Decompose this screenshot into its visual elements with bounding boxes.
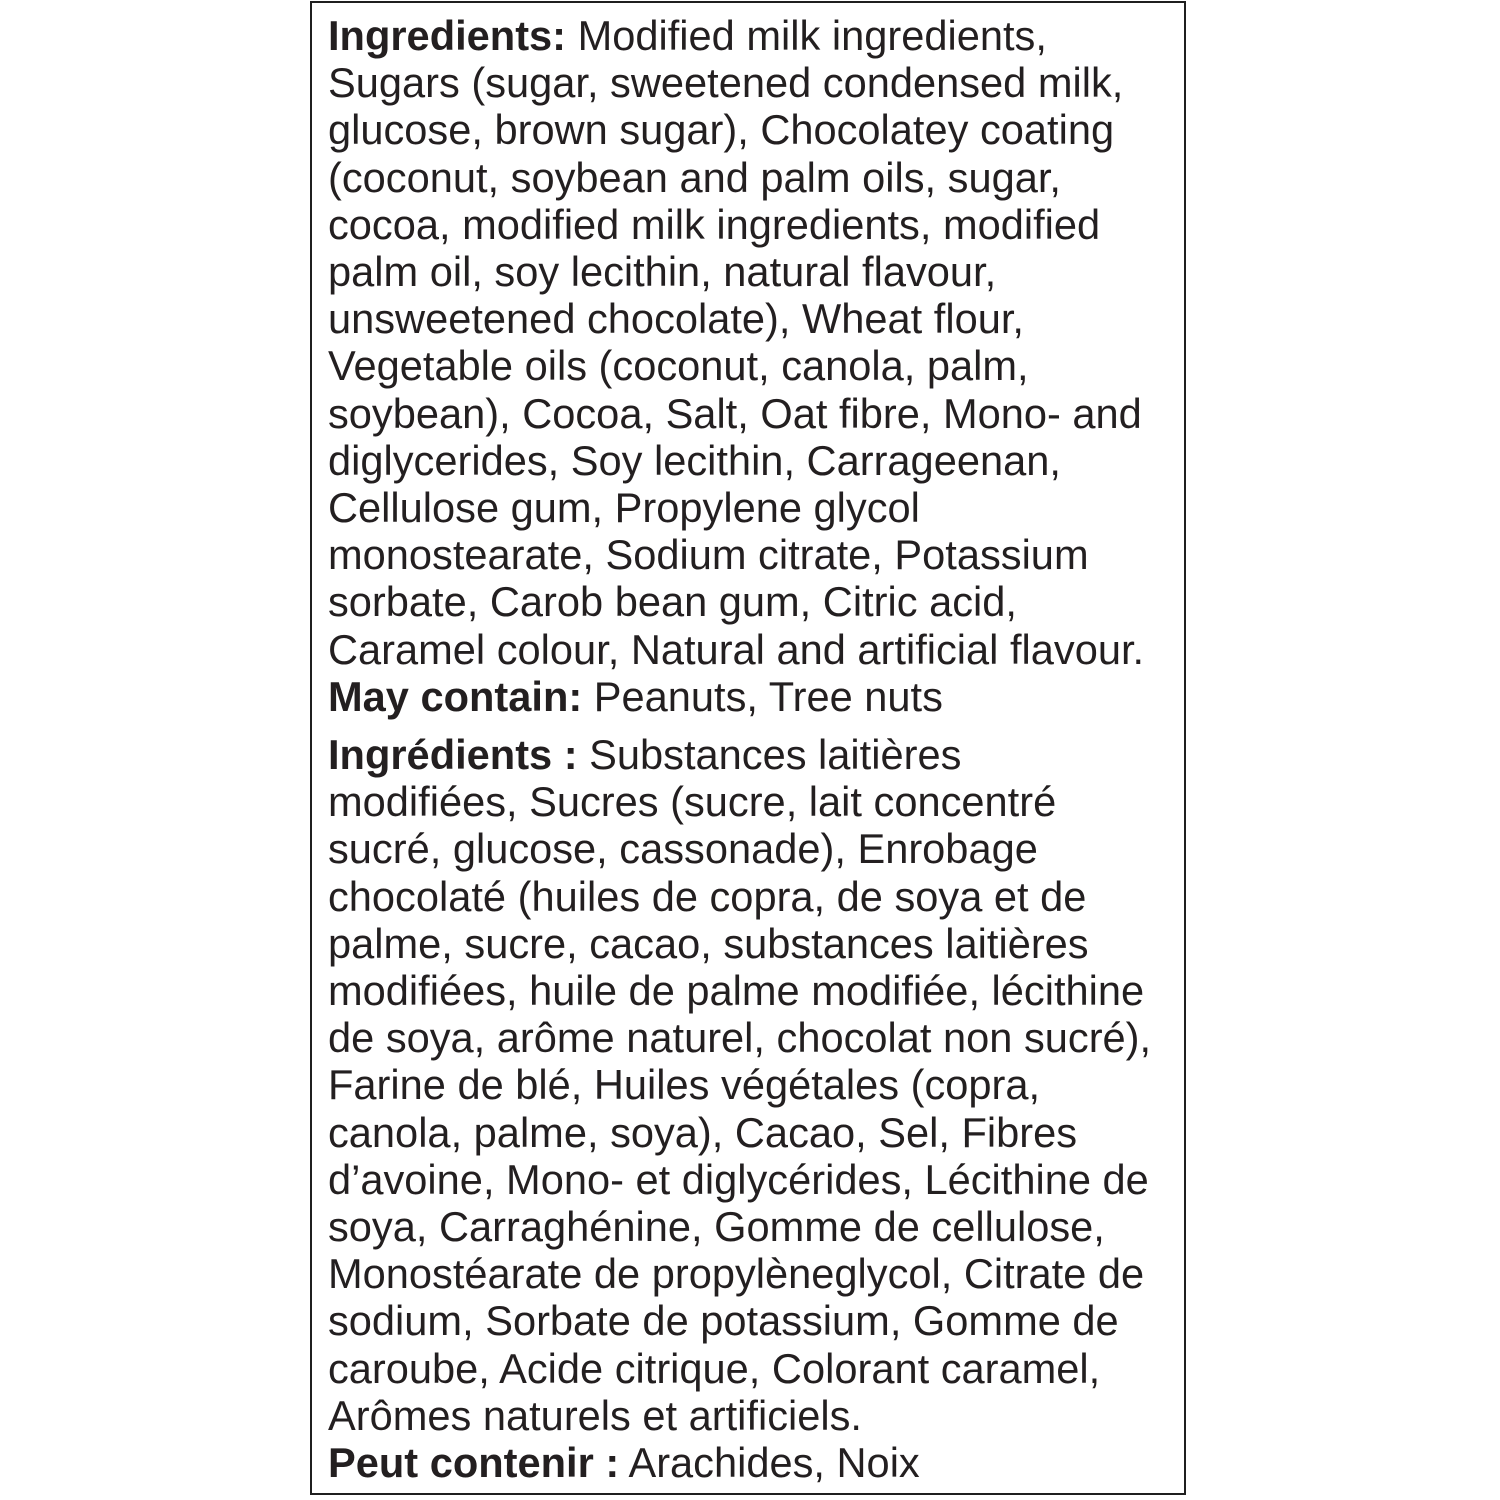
ingredients-fr-text: Substances laitières — [577, 731, 962, 779]
ingredients-en-line: Vegetable oils (coconut, canola, palm, — [328, 342, 1029, 390]
ingredients-fr-line: soya, Carraghénine, Gomme de cellulose, — [328, 1203, 1105, 1251]
ingredients-fr-line: chocolaté (huiles de copra, de soya et de — [328, 872, 1087, 920]
ingredients-fr-line: Farine de blé, Huiles végétales (copra, — [328, 1061, 1041, 1109]
ingredients-en-line: Caramel colour, Natural and artificial flavour. — [328, 625, 1145, 673]
ingredients-en-line: cocoa, modified milk ingredients, modified — [328, 200, 1101, 248]
ingredients-en-line: (coconut, soybean and palm oils, sugar, — [328, 153, 1061, 201]
may-contain-en — [328, 673, 1151, 720]
may-contain-en-heading: May contain: — [328, 672, 583, 720]
ingredients-fr-line: caroube, Acide citrique, Colorant caramel, — [328, 1344, 1101, 1392]
ingredients-fr-line: sucré, glucose, cassonade), Enrobage — [328, 825, 1038, 873]
ingredients-en-line: Cellulose gum, Propylene glycol — [328, 484, 920, 532]
ingredients-fr-line: modifiées, Sucres (sucre, lait concentré — [328, 778, 1057, 826]
may-contain-fr-text: Arachides, Noix — [619, 1439, 920, 1487]
ingredients-en-line: diglycerides, Soy lecithin, Carrageenan, — [328, 436, 1061, 484]
ingredients-fr-line-1 — [328, 731, 1151, 778]
ingredients-fr-line: de soya, arôme naturel, chocolat non sucré), — [328, 1014, 1152, 1062]
ingredients-fr-heading: Ingrédients : — [328, 731, 578, 779]
ingredients-fr-line: d’avoine, Mono- et diglycérides, Lécithine de — [328, 1155, 1149, 1203]
ingredients-fr-line: Monostéarate de propylèneglycol, Citrate de — [328, 1250, 1145, 1298]
ingredients-en-line: sorbate, Carob bean gum, Citric acid, — [328, 578, 1017, 626]
ingredients-fr-line: modifiées, huile de palme modifiée, lécithine — [328, 967, 1145, 1015]
may-contain-en-text: Peanuts, Tree nuts — [582, 672, 943, 720]
ingredients-fr-line: Arômes naturels et artificiels. — [328, 1391, 862, 1439]
ingredients-en-heading: Ingredients: — [328, 12, 567, 59]
ingredients-en-line: Sugars (sugar, sweetened condensed milk, — [328, 59, 1124, 107]
ingredients-en-line: palm oil, soy lecithin, natural flavour, — [328, 248, 997, 296]
ingredients-en-line-1 — [328, 12, 1151, 59]
ingredients-en-line: soybean), Cocoa, Salt, Oat fibre, Mono- and — [328, 389, 1142, 437]
may-contain-fr-heading: Peut contenir : — [328, 1439, 620, 1487]
ingredients-fr-line: canola, palme, soya), Cacao, Sel, Fibres — [328, 1108, 1078, 1156]
ingredients-en-line: monostearate, Sodium citrate, Potassium — [328, 531, 1089, 579]
ingredients-panel — [328, 12, 1151, 1486]
ingredients-en-text: Modified milk ingredients, — [566, 12, 1047, 59]
ingredients-fr-line: sodium, Sorbate de potassium, Gomme de — [328, 1297, 1119, 1345]
may-contain-fr — [328, 1439, 1151, 1486]
ingredients-fr-line: palme, sucre, cacao, substances laitières — [328, 919, 1089, 967]
ingredients-en-line: glucose, brown sugar), Chocolatey coating — [328, 106, 1115, 154]
ingredients-en-line: unsweetened chocolate), Wheat flour, — [328, 295, 1024, 343]
